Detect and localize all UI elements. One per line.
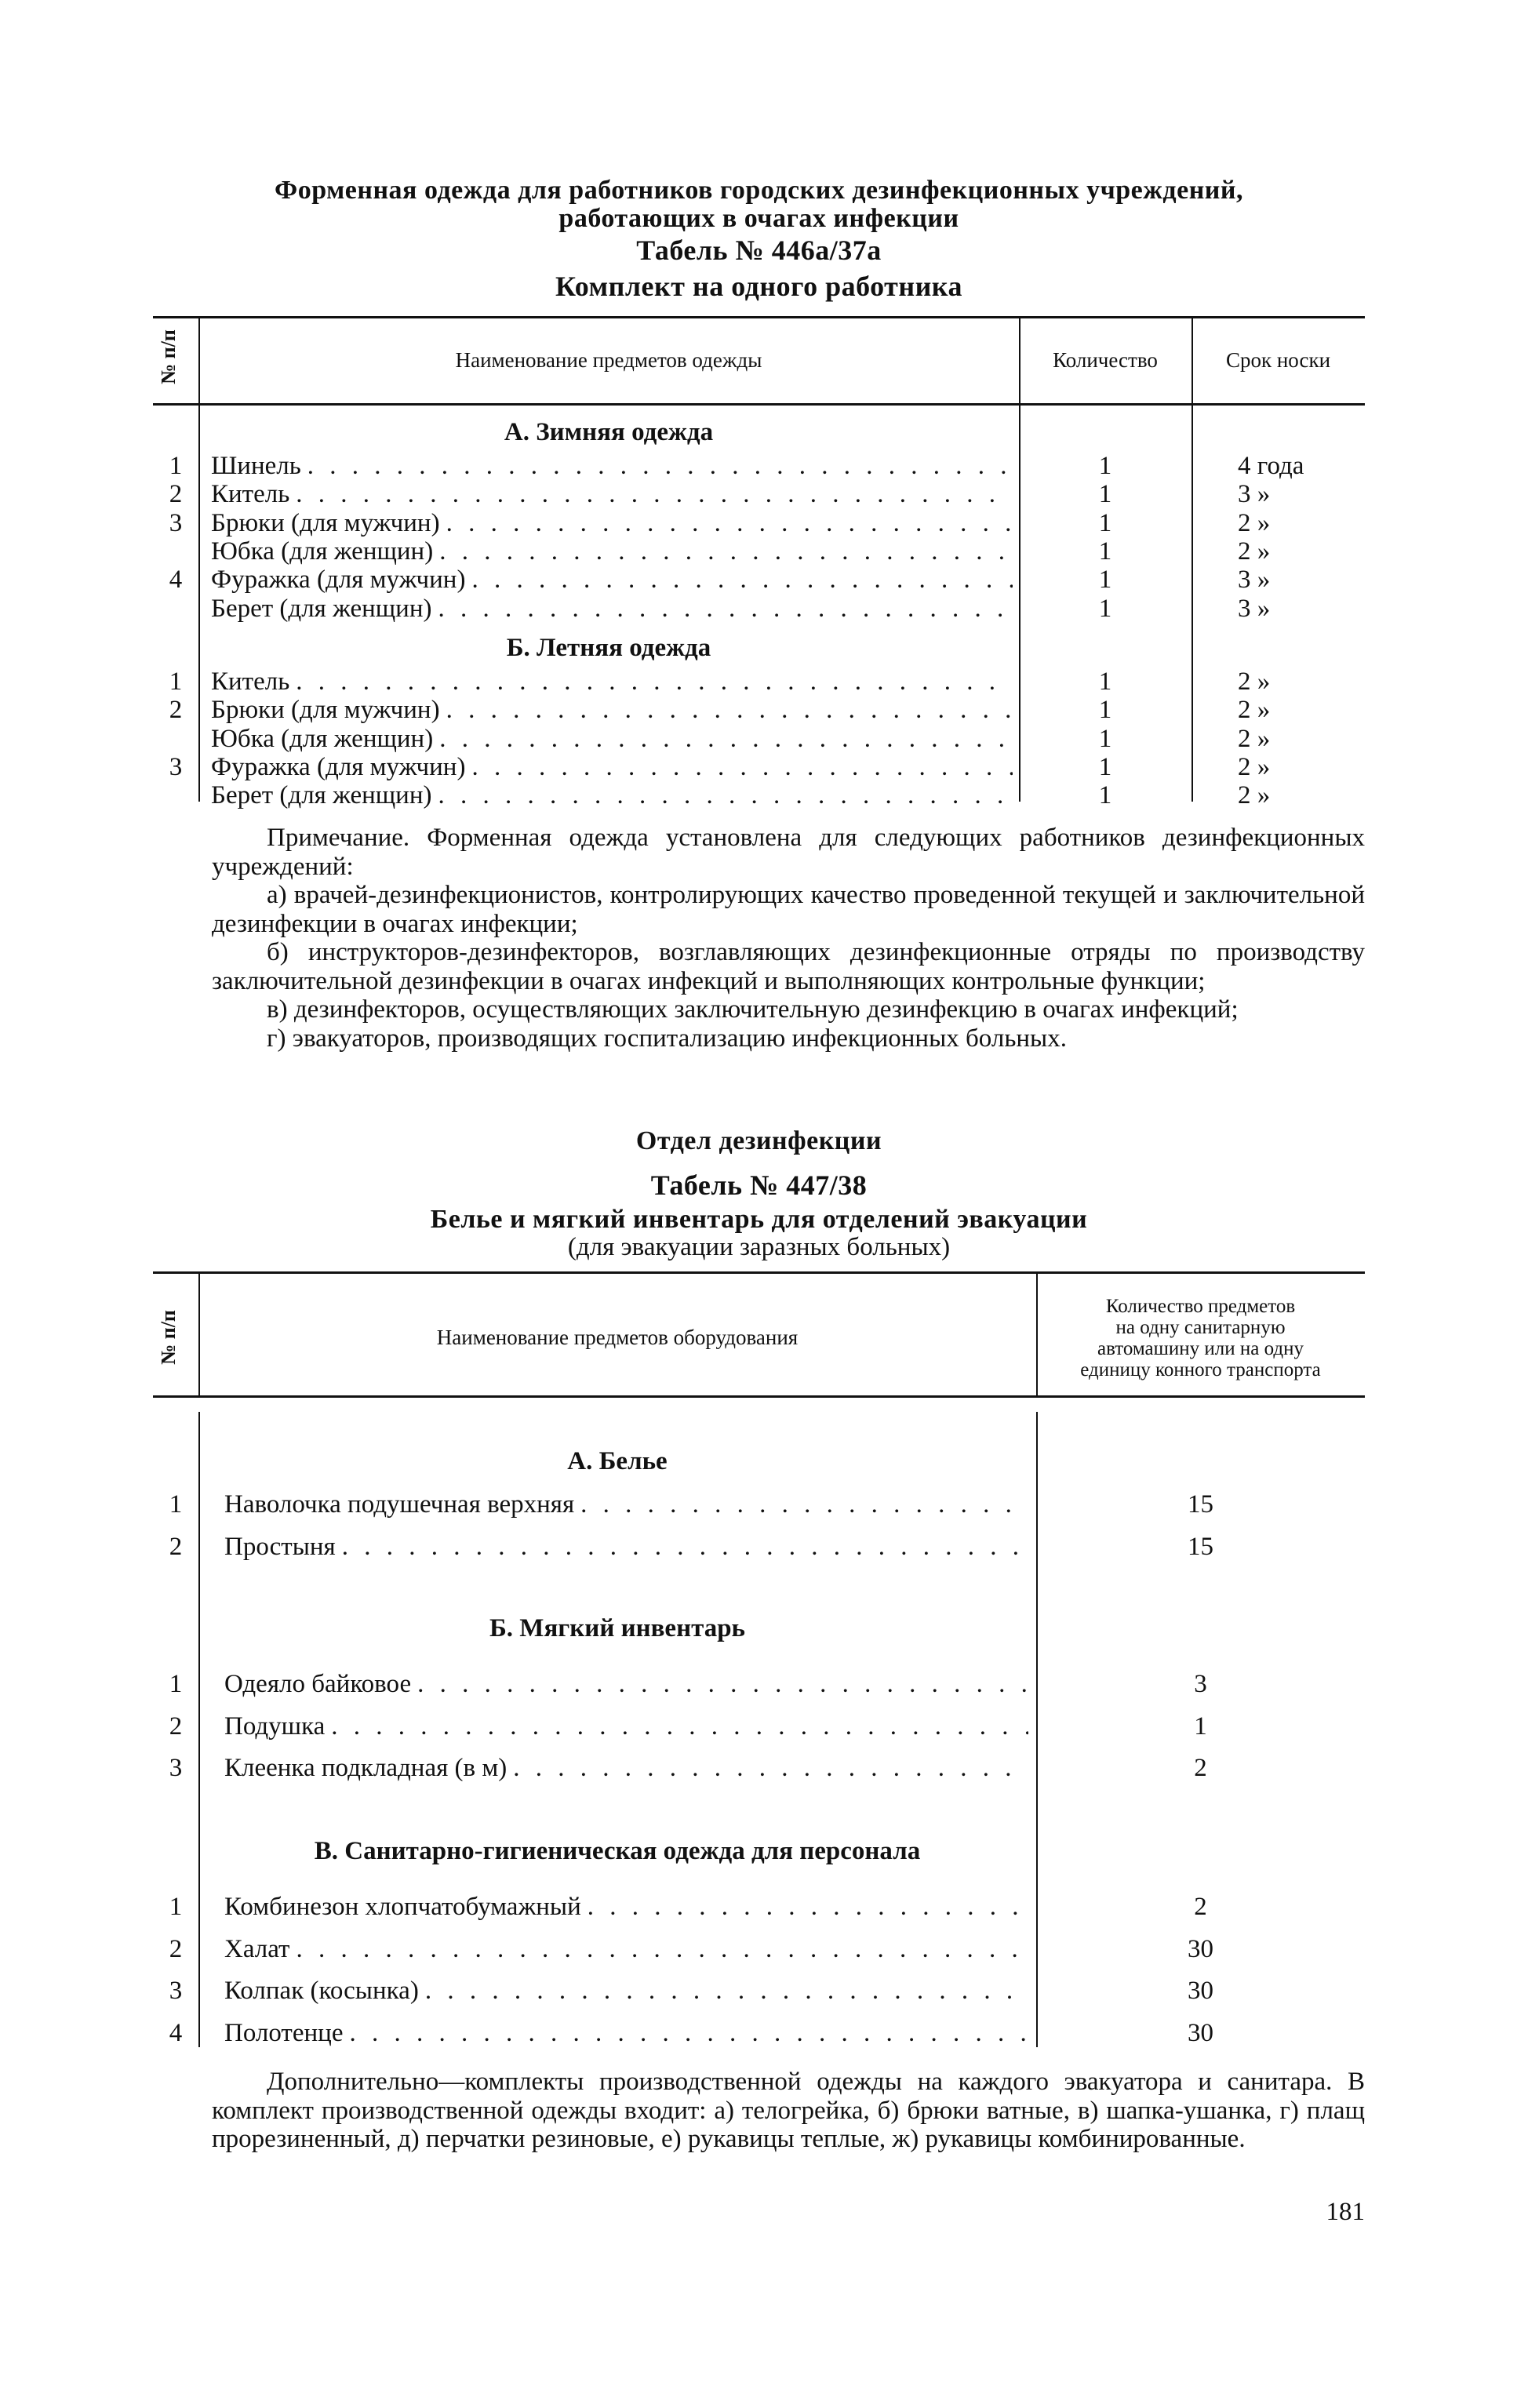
item-quantity: 2 <box>1194 1893 1207 1921</box>
table2-header-num: № п/п <box>157 1310 180 1365</box>
row-number: 4 <box>169 2018 183 2047</box>
header-qty-line: Количество предметов <box>1105 1296 1296 1317</box>
item-name-text: Брюки (для мужчин) <box>211 508 440 537</box>
dot-leader <box>581 1893 1028 1921</box>
item-name <box>211 595 1013 623</box>
row-number: 2 <box>169 1711 183 1741</box>
row-number: 4 <box>169 566 183 595</box>
table2-title: Белье и мягкий инвентарь для отделений эвакуации <box>430 1205 1088 1234</box>
table1-header-name: Наименование предметов одежды <box>455 348 762 372</box>
row-number: 2 <box>169 1532 183 1561</box>
dot-leader <box>336 1533 1028 1561</box>
table-row <box>0 1670 1528 1698</box>
row-number: 1 <box>169 1893 183 1921</box>
table-row <box>0 1754 1528 1782</box>
item-term: 2 » <box>1238 696 1271 725</box>
item-name <box>211 480 1013 508</box>
item-name-text: Халат <box>224 1934 290 1963</box>
table2-tabel: Табель № 447/38 <box>650 1169 868 1201</box>
item-name <box>224 1754 1028 1782</box>
item-quantity: 2 <box>1194 1754 1207 1782</box>
item-term: 2 » <box>1238 667 1271 696</box>
table-row <box>0 566 1528 594</box>
dot-leader <box>507 1754 1028 1782</box>
header-qty-line: единицу конного транспорта <box>1080 1359 1321 1380</box>
item-term: 3 » <box>1238 566 1271 595</box>
item-name-text: Простыня <box>224 1532 336 1561</box>
table1-header-num: № п/п <box>157 329 180 384</box>
row-number: 2 <box>169 1934 183 1963</box>
row-number: 1 <box>169 452 183 480</box>
row-number: 1 <box>169 1490 183 1519</box>
item-name-text: Комбинезон хлопчатобумажный <box>224 1893 581 1921</box>
table-row <box>0 595 1528 623</box>
item-quantity: 1 <box>1098 781 1112 810</box>
item-name <box>224 1935 1028 1963</box>
item-quantity: 3 <box>1194 1670 1207 1698</box>
table-row <box>0 753 1528 781</box>
footnote-text: Дополнительно—комплекты производственной одежды на каждого эвакуатора и санитара. В комплект производственной одежды входит: а) телогрейка, б) брюки ватные, в) шапка-ушанка, г) плащ прорезиненный, д) перчатки резиновые, е) рукавицы теплые, ж) рукавицы комбинированные. <box>212 2068 1365 2153</box>
item-name-text: Берет (для женщин) <box>211 594 432 623</box>
table1-header-term: Срок носки <box>1225 348 1331 372</box>
table2-department: Отдел дезинфекции <box>635 1126 882 1155</box>
table-row <box>0 781 1528 809</box>
item-name-text: Фуражка (для мужчин) <box>211 752 466 781</box>
dot-leader <box>301 452 1013 480</box>
row-number: 2 <box>169 696 183 725</box>
table-row <box>0 725 1528 753</box>
section-title: В. Санитарно-гигиеническая одежда для персонала <box>314 1837 921 1865</box>
item-name-text: Брюки (для мужчин) <box>211 696 440 725</box>
table-row <box>0 696 1528 724</box>
item-name <box>211 725 1013 753</box>
item-quantity: 1 <box>1194 1711 1207 1741</box>
dot-leader <box>289 667 1013 696</box>
item-name-text: Фуражка (для мужчин) <box>211 566 466 595</box>
dot-leader <box>465 566 1013 594</box>
section-title: А. Зимняя одежда <box>504 418 714 446</box>
row-number: 3 <box>169 752 183 781</box>
note-item: а) врачей-дезинфекционистов, контролирующих качество проведенной текущей и заключительной дезинфекции в очагах инфекции; <box>212 881 1365 938</box>
table-row <box>0 480 1528 508</box>
dot-leader <box>440 696 1013 724</box>
table-row <box>0 667 1528 696</box>
item-name <box>224 1977 1028 2005</box>
item-term: 3 » <box>1238 480 1271 509</box>
table1-tabel: Табель № 446а/37а <box>636 235 882 266</box>
table2-top-rule <box>153 1271 1365 1274</box>
item-term: 3 » <box>1238 594 1271 623</box>
table2-subtitle: (для эвакуации заразных больных) <box>567 1233 951 1261</box>
item-name <box>211 566 1013 594</box>
table-row <box>0 1977 1528 2005</box>
item-name-text: Шинель <box>211 452 301 480</box>
dot-leader <box>325 1712 1028 1741</box>
table-row <box>0 1490 1528 1519</box>
item-name <box>224 1670 1028 1698</box>
item-name <box>211 509 1013 537</box>
section-title: Б. Летняя одежда <box>506 634 711 662</box>
table2-header-name: Наименование предметов оборудования <box>436 1326 799 1349</box>
item-name-text: Юбка (для женщин) <box>211 724 434 753</box>
item-quantity: 1 <box>1098 667 1112 696</box>
item-name-text: Одеяло байковое <box>224 1670 412 1698</box>
item-term: 2 » <box>1238 724 1271 753</box>
item-name <box>224 1712 1028 1741</box>
table1-top-rule <box>153 316 1365 318</box>
item-name-text: Наволочка подушечная верхняя <box>224 1490 575 1519</box>
item-quantity: 1 <box>1098 594 1112 623</box>
dot-leader <box>440 509 1013 537</box>
item-quantity: 1 <box>1098 696 1112 725</box>
item-name-text: Юбка (для женщин) <box>211 537 434 566</box>
item-name <box>211 753 1013 781</box>
item-name <box>211 781 1013 809</box>
header-qty-line: на одну санитарную <box>1115 1317 1286 1338</box>
item-quantity: 1 <box>1098 480 1112 509</box>
item-quantity: 1 <box>1098 752 1112 781</box>
dot-leader <box>343 2019 1028 2047</box>
item-quantity: 15 <box>1188 1532 1213 1561</box>
table1-subtitle: Комплект на одного работника <box>555 271 963 302</box>
dot-leader <box>289 480 1013 508</box>
item-term: 2 » <box>1238 537 1271 566</box>
note-item: г) эвакуаторов, производящих госпитализацию инфекционных больных. <box>267 1024 1067 1053</box>
dot-leader <box>433 537 1013 566</box>
item-name-text: Берет (для женщин) <box>211 781 432 810</box>
item-name <box>224 2019 1028 2047</box>
row-number: 1 <box>169 667 183 696</box>
dot-leader <box>574 1490 1028 1519</box>
item-quantity: 1 <box>1098 452 1112 480</box>
item-name <box>211 667 1013 696</box>
item-name <box>211 452 1013 480</box>
section-title: А. Белье <box>567 1447 668 1475</box>
item-name-text: Полотенце <box>224 2018 344 2047</box>
item-quantity: 1 <box>1098 537 1112 566</box>
page-number: 181 <box>1326 2198 1365 2226</box>
item-quantity: 30 <box>1188 1934 1213 1963</box>
note-intro: Примечание. Форменная одежда установлена для следующих работников дезинфекционных учреждений: <box>212 824 1365 881</box>
note-item: б) инструкторов-дезинфекторов, возглавляющих дезинфекционные отряды по производству заключительной дезинфекции в очагах инфекций и выполняющих контрольные функции; <box>212 938 1365 995</box>
item-quantity: 30 <box>1188 2018 1213 2047</box>
row-number: 1 <box>169 1670 183 1698</box>
row-number: 2 <box>169 480 183 509</box>
table-row <box>0 1935 1528 1963</box>
table1-header-qty: Количество <box>1053 348 1158 372</box>
row-number: 3 <box>169 508 183 537</box>
table-row <box>0 1893 1528 1921</box>
table-row <box>0 509 1528 537</box>
item-name-text: Подушка <box>224 1711 326 1741</box>
row-number: 3 <box>169 1977 183 2005</box>
item-term: 2 » <box>1238 752 1271 781</box>
item-term: 4 года <box>1238 452 1304 480</box>
item-name <box>224 1490 1028 1519</box>
dot-leader <box>465 753 1013 781</box>
item-name-text: Китель <box>211 480 290 509</box>
header-qty-line: автомашину или на одну <box>1097 1338 1304 1359</box>
table-row <box>0 1533 1528 1561</box>
table2-header-qty <box>1036 1296 1365 1380</box>
item-term: 2 » <box>1238 508 1271 537</box>
table1-title-line2: работающих в очагах инфекции <box>558 204 959 233</box>
table-row <box>0 1712 1528 1741</box>
dot-leader <box>411 1670 1028 1698</box>
item-name <box>211 696 1013 724</box>
table2-header-rule <box>153 1395 1365 1398</box>
section-title: Б. Мягкий инвентарь <box>489 1614 746 1642</box>
dot-leader <box>431 595 1013 623</box>
item-quantity: 15 <box>1188 1490 1213 1519</box>
item-term: 2 » <box>1238 781 1271 810</box>
item-quantity: 30 <box>1188 1977 1213 2005</box>
item-quantity: 1 <box>1098 724 1112 753</box>
dot-leader <box>431 781 1013 809</box>
dot-leader <box>419 1977 1028 2005</box>
dot-leader <box>433 725 1013 753</box>
item-name-text: Китель <box>211 667 290 696</box>
item-name <box>224 1893 1028 1921</box>
item-name <box>224 1533 1028 1561</box>
row-number: 3 <box>169 1754 183 1782</box>
item-quantity: 1 <box>1098 508 1112 537</box>
item-name <box>211 537 1013 566</box>
table-row <box>0 2019 1528 2047</box>
note-block <box>212 824 1365 1053</box>
table1-title-line1: Форменная одежда для работников городских дезинфекционных учреждений, <box>275 176 1243 205</box>
table2-footnote <box>212 2068 1365 2154</box>
dot-leader <box>289 1935 1028 1963</box>
item-name-text: Клеенка подкладная (в м) <box>224 1754 508 1782</box>
table1-header-rule <box>153 403 1365 406</box>
item-quantity: 1 <box>1098 566 1112 595</box>
note-item: в) дезинфекторов, осуществляющих заключительную дезинфекцию в очагах инфекций; <box>267 995 1239 1024</box>
table-row <box>0 537 1528 566</box>
table-row <box>0 452 1528 480</box>
item-name-text: Колпак (косынка) <box>224 1977 419 2005</box>
